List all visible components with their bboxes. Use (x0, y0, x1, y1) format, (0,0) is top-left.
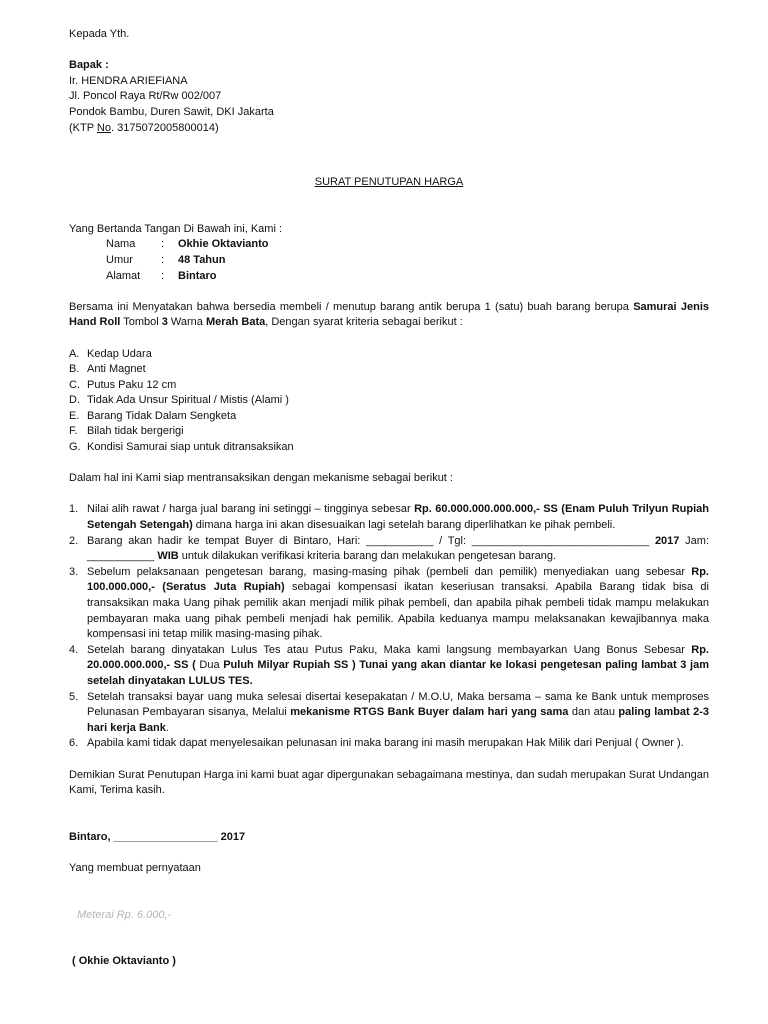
identity-row-age (106, 253, 709, 269)
list-item-text: Kedap Udara (87, 347, 152, 360)
list-item-text (87, 502, 709, 533)
list-item-text: Barang Tidak Dalam Sengketa (87, 409, 237, 422)
ktp-number: . 3175072005800014) (110, 121, 219, 134)
text-run: dimana harga ini akan disesuaikan lagi setelah barang diperlihatkan ke pihak pembeli. (192, 519, 616, 532)
text-run: Dua (195, 659, 224, 672)
list-item (69, 409, 709, 425)
list-item (69, 362, 709, 378)
list-marker: B. (69, 363, 80, 376)
text-run: untuk dilakukan verifikasi kriteria barang dan melakukan pengetesan barang. (178, 550, 557, 563)
text-run: Apabila kami tidak dapat menyelesaikan pelunasan ini maka barang ini masih merupakan Hak Milik dari Penjual ( Owner ). (87, 737, 684, 750)
stamp-duty-note: Meterai Rp. 6.000,- (77, 908, 172, 921)
place-date: Bintaro, _________________ 2017 (69, 830, 246, 843)
list-item-text: Tidak Ada Unsur Spiritual / Mistis (Alami ) (87, 394, 289, 407)
statement-text: , Dengan syarat kriteria sebagai berikut : (265, 316, 463, 329)
list-item (69, 393, 709, 409)
identity-value: Bintaro (178, 269, 217, 282)
statement-text: Warna (167, 316, 206, 329)
ktp-prefix: (KTP (69, 121, 97, 134)
text-run: Setelah barang dinyatakan Lulus Tes atau Putus Paku, Maka kami langsung membayarkan Uang Bonus Sebesar (87, 643, 692, 656)
list-item-text (87, 736, 709, 752)
statement-button-count: 3 (161, 316, 168, 329)
identity-row-address (106, 269, 709, 285)
list-marker: D. (69, 394, 80, 407)
statement-paragraph (69, 300, 709, 331)
list-marker: F. (69, 425, 78, 438)
recipient-title: Bapak : (69, 59, 109, 72)
identity-colon: : (161, 269, 165, 282)
payment-mechanism: mekanisme RTGS Bank Buyer dalam hari yang sama (290, 706, 569, 719)
year: 2017 (654, 534, 680, 547)
text-run: dan atau (568, 706, 619, 719)
list-item (69, 690, 709, 737)
price-amount: Rp. 60.000.000.000.000,- SS (Enam Puluh Trilyun Rupiah Setengah Setengah) (87, 503, 710, 532)
list-number: 6. (69, 737, 79, 750)
identity-label: Umur (106, 253, 133, 266)
identity-value: Okhie Oktavianto (178, 238, 269, 251)
payment-deadline: paling lambat 2-3 hari kerja Bank (87, 706, 709, 734)
text-run: . (165, 721, 169, 734)
identity-colon: : (161, 253, 165, 266)
identity-value: 48 Tahun (178, 253, 226, 266)
list-item-text: Kondisi Samurai siap untuk ditransaksikan (87, 441, 294, 454)
timezone: WIB (157, 550, 179, 563)
statement-text: Tombol (120, 316, 162, 329)
text-run: Jam: ___________ (87, 534, 709, 563)
list-number: 3. (69, 565, 79, 578)
list-item-text (87, 565, 709, 643)
identity-label: Alamat (106, 269, 141, 282)
salutation: Kepada Yth. (69, 28, 130, 40)
list-marker: G. (69, 441, 81, 454)
signer-name: ( Okhie Oktavianto ) (72, 955, 176, 968)
text-run: Sebelum pelaksanaan pengetesan barang, masing-masing pihak (pembeli dan pemilik) menyediakan uang sebesar (87, 565, 692, 578)
list-item (69, 424, 709, 440)
list-item-text (87, 534, 709, 565)
criteria-list (69, 347, 709, 456)
list-item (69, 534, 709, 565)
recipient-address-line1: Jl. Poncol Raya Rt/Rw 002/007 (69, 90, 222, 103)
bonus-amount: Rp. 20.000.000.000,- SS ( (87, 643, 709, 672)
list-item-text (87, 643, 709, 690)
list-item (69, 643, 709, 690)
list-number: 4. (69, 643, 79, 656)
text-run: Setelah transaksi bayar uang muka selesai disertai kesepakatan / M.O.U, Maka bersama – sama ke Bank untuk memproses Pelunasan Pembayaran sisanya, Melalui (87, 690, 709, 719)
mechanism-list (69, 502, 709, 752)
statement-text: Bersama ini Menyatakan bahwa bersedia membeli / menutup barang antik berupa 1 (satu) buah barang berupa (69, 300, 634, 313)
list-item (69, 378, 709, 394)
signer-intro: Yang Bertanda Tangan Di Bawah ini, Kami : (69, 222, 283, 235)
deposit-amount: Rp. 100.000.000,- (Seratus Juta Rupiah) (87, 565, 709, 594)
signer-identity-table (106, 237, 709, 284)
document-title: SURAT PENUTUPAN HARGA (314, 176, 464, 189)
made-by-label: Yang membuat pernyataan (69, 861, 201, 874)
list-number: 5. (69, 690, 79, 703)
recipient-ktp (69, 121, 709, 137)
identity-colon: : (161, 238, 165, 251)
list-marker: C. (69, 378, 80, 391)
text-run: Barang akan hadir ke tempat Buyer di Bintaro, Hari: ___________ / Tgl: _____________________________ (87, 534, 655, 547)
recipient-address-line2: Pondok Bambu, Duren Sawit, DKI Jakarta (69, 105, 274, 118)
mechanism-intro: Dalam hal ini Kami siap mentransaksikan dengan mekanisme sebagai berikut : (69, 472, 453, 485)
closing-paragraph: Demikian Surat Penutupan Harga ini kami buat agar dipergunakan sebagaimana mestinya, dan sudah merupakan Surat Undangan Kami, Terima kasih. (69, 768, 709, 797)
ktp-no-label: No (96, 121, 111, 134)
letter-page (69, 27, 709, 970)
list-marker: A. (69, 347, 80, 360)
list-item (69, 736, 709, 752)
statement-color: Merah Bata (205, 316, 266, 329)
list-item-text (87, 690, 709, 737)
list-marker: E. (69, 409, 80, 422)
list-item-text: Anti Magnet (87, 363, 146, 376)
recipient-name: Ir. HENDRA ARIEFIANA (69, 74, 188, 87)
list-number: 2. (69, 534, 79, 547)
list-item-text: Putus Paku 12 cm (87, 378, 177, 391)
bonus-terms: Puluh Milyar Rupiah SS ) Tunai yang akan diantar ke lokasi pengetesan paling lambat 3 jam setelah dinyatakan LULUS TES. (87, 659, 709, 687)
list-item-text: Bilah tidak bergerigi (87, 425, 184, 438)
list-number: 1. (69, 503, 79, 516)
list-item (69, 565, 709, 643)
identity-row-name (106, 237, 709, 253)
list-item (69, 440, 709, 456)
text-run: Nilai alih rawat / harga jual barang ini setinggi – tingginya sebesar (87, 503, 415, 516)
identity-label: Nama (106, 238, 136, 251)
list-item (69, 347, 709, 363)
list-item (69, 502, 709, 533)
statement-item: Samurai Jenis Hand Roll (69, 300, 709, 329)
text-run: sebagai kompensasi ikatan keseriusan transaksi. Apabila Barang tidak bisa di transaksikan maka Uang pihak pemilik akan menjadi milik pihak pembeli, dan apabila pihak pembeli tidak mampu melakukan pembayaran maka uang pihak pembeli menjadi hak pemilik. Apabila keduanya mampu melaksanakan kewajibannya maka kompensasi ini tetap milik masing-masing pihak. (87, 581, 709, 641)
